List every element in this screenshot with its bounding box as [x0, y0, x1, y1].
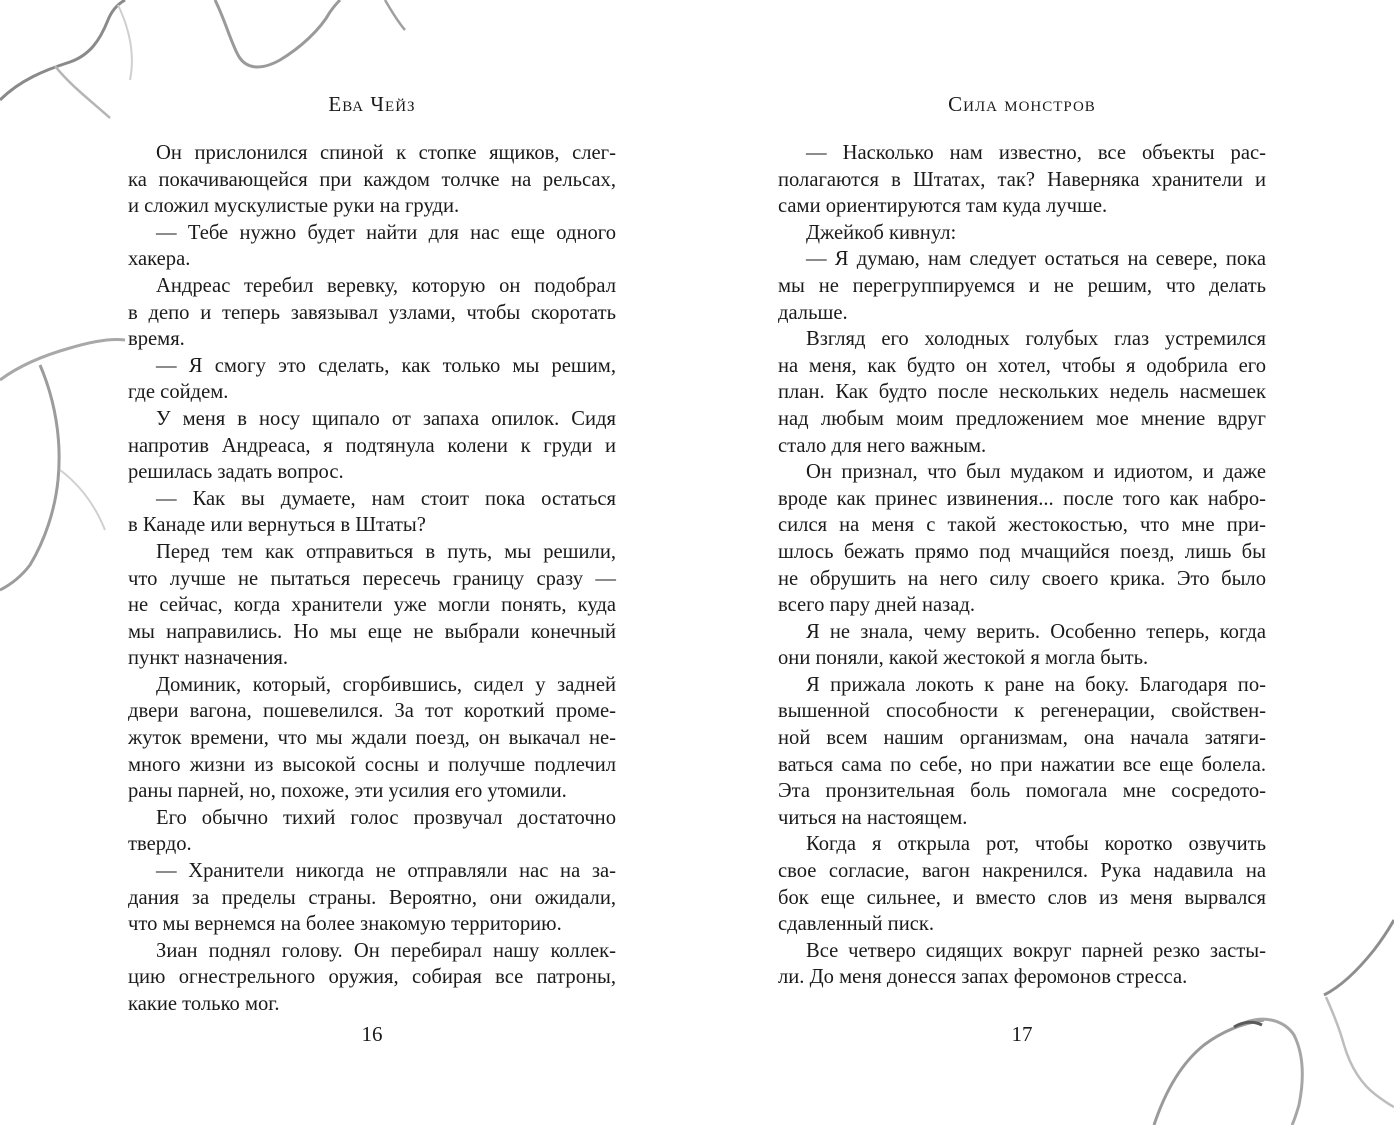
text-line: что лучше не пытаться пересечь границу сразу —: [128, 567, 616, 590]
page-number-left: 16: [361, 1022, 383, 1046]
text-line: дания за пределы страны. Вероятно, они ожидали,: [128, 886, 616, 909]
text-line: мы направились. Но мы еще не выбрали конечный: [128, 620, 616, 643]
text-line: вроде как принес извинения... после того как набро-: [778, 487, 1266, 510]
text-line: жуток времени, что мы ждали поезд, он выкачал не-: [128, 727, 616, 750]
text-line: шлось бежать прямо под мчащийся поезд, лишь бы: [778, 540, 1266, 563]
text-line: сами ориентируются там куда лучше.: [778, 195, 1108, 218]
page-number-right: 17: [1011, 1022, 1033, 1046]
text-line: сился на меня с такой жестокостью, что мне при-: [778, 514, 1266, 537]
text-line: твердо.: [128, 833, 192, 856]
text-line: дальше.: [778, 301, 848, 324]
text-line: читься на настоящем.: [778, 806, 968, 829]
text-line: Я прижала локоть к ране на боку. Благодаря по-: [806, 673, 1266, 696]
text-line: — Как вы думаете, нам стоит пока остаться: [156, 487, 616, 510]
text-line: решилась задать вопрос.: [128, 461, 344, 484]
text-line: стало для него важным.: [778, 434, 987, 457]
text-line: ваться сама по себе, но при нажатии все еще болела.: [778, 753, 1266, 776]
text-line: Его обычно тихий голос прозвучал достаточно: [156, 806, 616, 829]
text-line: Он прислонился спиной к стопке ящиков, слег-: [156, 142, 616, 164]
text-line: сдавленный писк.: [778, 913, 935, 936]
text-line: У меня в носу щипало от запаха опилок. Сидя: [156, 407, 616, 430]
text-line: — Я думаю, нам следует остаться на севере, пока: [806, 248, 1266, 271]
text-line: Перед тем как отправиться в путь, мы решили,: [156, 540, 616, 563]
decorative-swirl-left-middle: [0, 320, 140, 600]
text-line: ной всем нашим организмам, она начала затяги-: [778, 727, 1266, 750]
text-line: что мы вернемся на более знакомую территорию.: [128, 913, 562, 936]
text-line: цию огнестрельного оружия, собирая все патроны,: [128, 966, 616, 989]
text-line: полагаются в Штатах, так? Наверняка хранители и: [778, 168, 1266, 191]
text-line: в депо и теперь завязывал узлами, чтобы скоротать: [128, 301, 616, 324]
text-line: где сойдем.: [128, 381, 229, 404]
running-head-title: Сила монстров: [948, 92, 1096, 116]
text-line: мы не перегруппируемся и не решим, что делать: [778, 274, 1266, 297]
text-line: план. Как будто после нескольких недель насмешек: [778, 381, 1266, 404]
text-line: ка покачивающейся при каждом толчке на рельсах,: [128, 168, 616, 191]
text-line: — Тебе нужно будет найти для нас еще одного: [156, 221, 616, 244]
text-line: Он признал, что был мудаком и идиотом, и даже: [806, 461, 1266, 484]
text-line: всего пару дней назад.: [778, 594, 976, 617]
text-line: в Канаде или вернуться в Штаты?: [128, 514, 426, 537]
text-line: они поняли, какой жестокой я могла быть.: [778, 647, 1149, 670]
text-line: Эта пронзительная боль помогала мне сосредото-: [778, 780, 1266, 803]
text-line: Когда я открыла рот, чтобы коротко озвучить: [806, 833, 1266, 856]
text-line: — Насколько нам известно, все объекты рас-: [806, 142, 1266, 164]
text-line: Джейкоб кивнул:: [806, 221, 957, 244]
text-line: свое согласие, вагон накренился. Рука надавила на: [778, 860, 1266, 883]
text-line: раны парней, но, похоже, эти усилия его утомили.: [128, 780, 567, 803]
text-line: напротив Андреаса, я подтянула колени к груди и: [128, 434, 616, 457]
text-line: хакера.: [128, 248, 191, 271]
text-line: Андреас теребил веревку, которую он подобрал: [156, 274, 616, 297]
text-line: ли. До меня донесся запах феромонов стресса.: [778, 966, 1188, 989]
text-line: время.: [128, 328, 185, 351]
text-line: Я не знала, чему верить. Особенно теперь, когда: [806, 620, 1266, 643]
right-page-body: [778, 140, 1266, 991]
text-line: двери вагона, пошевелился. За тот короткий проме-: [128, 700, 616, 723]
text-line: — Хранители никогда не отправляли нас на за-: [156, 860, 616, 883]
text-line: какие только мог.: [128, 993, 280, 1015]
right-page: [778, 0, 1266, 1125]
text-line: много жизни из высокой сосны и получше подлечил: [128, 753, 616, 776]
running-head-author: Ева Чейз: [328, 92, 416, 116]
text-line: Зиан поднял голову. Он перебирал нашу коллек-: [156, 939, 616, 962]
text-line: Взгляд его холодных голубых глаз устремился: [806, 328, 1266, 351]
text-line: вышенной способности к регенерации, свойствен-: [778, 700, 1266, 723]
text-line: — Я смогу это сделать, как только мы решим,: [156, 354, 616, 377]
text-line: бок еще сильнее, и вместо слов из меня вырвался: [778, 886, 1266, 909]
text-line: и сложил мускулистые руки на груди.: [128, 195, 460, 218]
text-line: Все четверо сидящих вокруг парней резко засты-: [806, 939, 1266, 962]
text-line: не обрушить на него силу своего крика. Это было: [778, 567, 1266, 590]
text-line: над любым моим предложением мое мнение вдруг: [778, 407, 1266, 430]
text-line: на меня, как будто он хотел, чтобы я одобрила его: [778, 354, 1266, 377]
left-page-body: [128, 140, 616, 1018]
text-line: Доминик, который, сгорбившись, сидел у задней: [156, 673, 616, 696]
text-line: не сейчас, когда хранители уже могли понять, куда: [128, 594, 616, 617]
text-line: пункт назначения.: [128, 647, 289, 670]
left-page: [128, 0, 616, 1125]
